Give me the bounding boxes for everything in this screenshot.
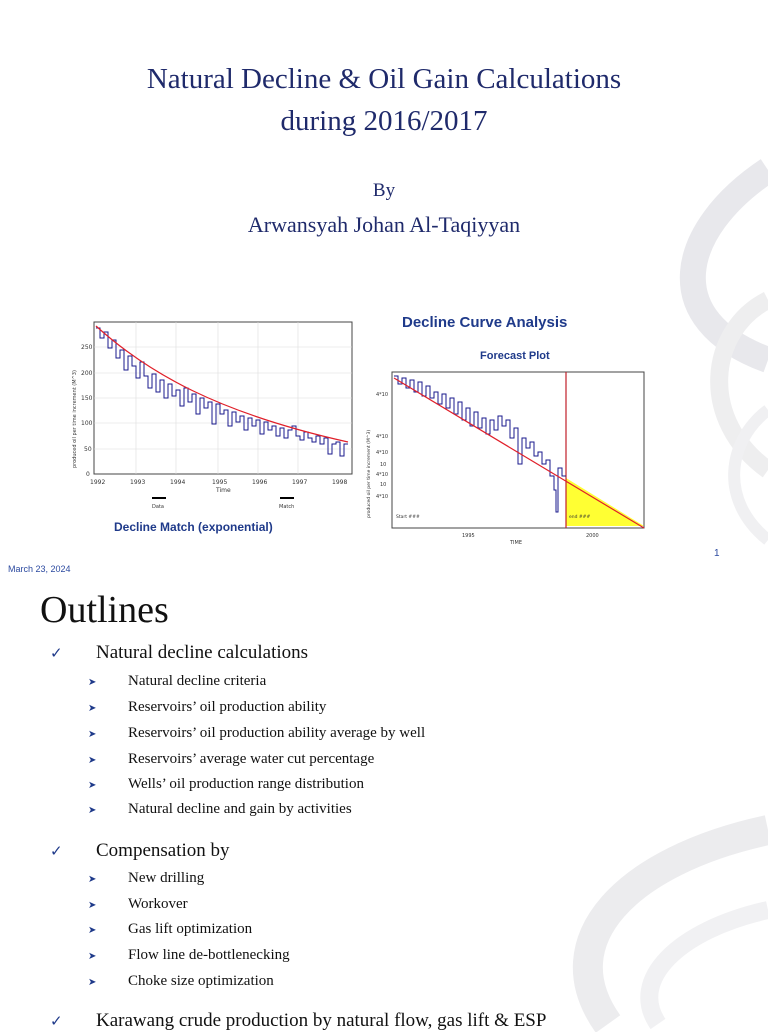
x-tick-label: 1993 — [130, 479, 146, 486]
list-item-label: New drilling — [128, 870, 205, 886]
list-item — [88, 973, 274, 990]
x-tick-label: 1994 — [170, 479, 186, 486]
arrow-bullet-icon: ➤ — [88, 977, 97, 988]
y-tick-label: 10 — [380, 482, 387, 488]
y-tick-label: 4*10 — [376, 494, 389, 500]
x-tick-label: 1992 — [90, 479, 106, 486]
arrow-bullet-icon: ➤ — [88, 951, 97, 962]
section-natural-decline — [50, 642, 308, 664]
x-axis-label: Time — [216, 487, 231, 494]
slide-title-line-1: Natural Decline & Oil Gain Calculations — [146, 63, 622, 95]
x-tick-label: 1997 — [292, 479, 308, 486]
forecast-plot — [362, 368, 652, 548]
y-tick-label: 150 — [81, 395, 93, 402]
background-swoosh-decoration — [428, 580, 768, 1024]
section-label: Compensation by — [96, 840, 230, 861]
decline-match-caption: Decline Match (exponential) — [114, 520, 273, 534]
list-item — [88, 921, 252, 938]
section-karawang-production — [50, 1010, 546, 1032]
list-item-label: Flow line de-bottlenecking — [128, 947, 290, 963]
by-label: By — [372, 180, 396, 201]
checkmark-icon: ✓ — [50, 844, 63, 860]
y-tick-label: 4*10 — [376, 434, 389, 440]
section-label: Karawang crude production by natural flow, gas lift & ESP — [96, 1010, 547, 1031]
list-item-label: Wells’ oil production range distribution — [128, 776, 364, 792]
x-tick-label: 1995 — [462, 533, 475, 539]
x-tick-label: 1998 — [332, 479, 348, 486]
x-tick-label: 1996 — [252, 479, 268, 486]
arrow-bullet-icon: ➤ — [88, 755, 97, 766]
list-item — [88, 699, 326, 716]
list-item-label: Natural decline criteria — [128, 673, 267, 689]
arrow-bullet-icon: ➤ — [88, 874, 97, 885]
y-tick-label: 250 — [81, 344, 93, 351]
forecast-plot-subtitle: Forecast Plot — [480, 350, 550, 362]
decline-curve-analysis-figure — [362, 308, 652, 548]
x-tick-label: 1995 — [212, 479, 228, 486]
list-item — [88, 673, 266, 690]
y-tick-label: 4*10 — [376, 472, 389, 478]
list-item — [88, 751, 374, 768]
arrow-bullet-icon: ➤ — [88, 925, 97, 936]
list-item — [88, 725, 425, 742]
author-name: Arwansyah Johan Al-Taqiyyan — [247, 212, 521, 237]
section-compensation — [50, 840, 230, 862]
list-item-label: Reservoirs’ oil production ability — [128, 699, 327, 715]
y-axis-label: produced oil per time increment (M^3) — [72, 370, 78, 468]
arrow-bullet-icon: ➤ — [88, 780, 97, 791]
x-tick-label: 2000 — [586, 533, 599, 539]
decline-match-figure — [68, 318, 356, 540]
decline-match-plot — [68, 318, 356, 518]
arrow-bullet-icon: ➤ — [88, 805, 97, 816]
x-axis-label: TIME — [510, 540, 523, 546]
outlines-slide — [0, 580, 768, 1031]
list-item-label: Workover — [128, 896, 188, 912]
y-tick-label: 4*10 — [376, 392, 389, 398]
list-item-label: Natural decline and gain by activities — [128, 801, 352, 817]
y-tick-label: 50 — [84, 446, 92, 453]
decline-curve-analysis-title: Decline Curve Analysis — [402, 314, 568, 331]
outlines-title: Outlines — [40, 589, 169, 631]
section-label: Natural decline calculations — [96, 642, 309, 663]
page-number: 1 — [714, 548, 720, 559]
list-item — [88, 947, 290, 964]
y-tick-label: 100 — [81, 420, 93, 427]
list-item-label: Choke size optimization — [128, 973, 274, 989]
match-marker-label: Match — [279, 504, 295, 510]
y-tick-label: 200 — [81, 370, 93, 377]
list-item — [88, 870, 204, 887]
arrow-bullet-icon: ➤ — [88, 729, 97, 740]
list-item — [88, 776, 364, 793]
arrow-bullet-icon: ➤ — [88, 900, 97, 911]
slide-title-line-2: during 2016/2017 — [280, 105, 488, 137]
arrow-bullet-icon: ➤ — [88, 703, 97, 714]
list-item-label: Reservoirs’ average water cut percentage — [128, 751, 375, 767]
list-item-label: Reservoirs’ oil production ability average by well — [128, 725, 426, 741]
y-tick-label: 4*10 — [376, 450, 389, 456]
y-axis-label: produced oil per time increment (M^3) — [367, 429, 372, 518]
y-tick-label: 10 — [380, 462, 387, 468]
checkmark-icon: ✓ — [50, 1014, 63, 1030]
forecast-end-label: end ### — [569, 515, 591, 520]
list-item — [88, 801, 352, 818]
arrow-bullet-icon: ➤ — [88, 677, 97, 688]
data-marker-label: Data — [152, 504, 164, 510]
y-tick-label: 0 — [86, 471, 90, 478]
list-item — [88, 896, 188, 913]
checkmark-icon: ✓ — [50, 646, 63, 662]
slide-date: March 23, 2024 — [8, 564, 71, 574]
list-item-label: Gas lift optimization — [128, 921, 253, 937]
history-start-label: Start ### — [396, 515, 420, 520]
